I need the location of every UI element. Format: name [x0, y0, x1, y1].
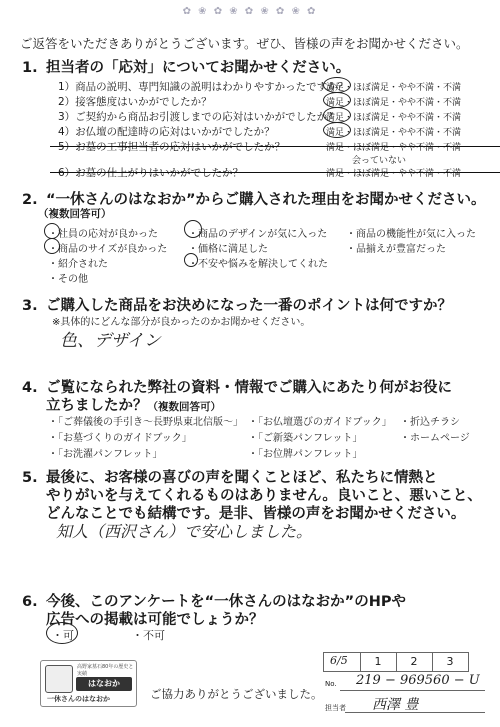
q6-option-yes: ・可	[52, 629, 74, 642]
q2-option-label: 社員の応対が良かった	[58, 229, 158, 240]
q1-scale-2: 満足・ほぼ満足・やや不満・不満	[326, 98, 462, 108]
answer-circle	[323, 122, 351, 138]
q2-title-text: “一休さんのはなおか”からご購入された理由をお聞かせください。	[46, 192, 486, 208]
logo-brand: はなおか	[76, 677, 132, 691]
answer-circle	[323, 77, 351, 93]
q4-title-line2	[46, 394, 221, 415]
q1-item-5: 5）お墓の工事担当者の応対はいかがでしたか？	[58, 141, 286, 153]
q4-title-text: 立ちましたか？	[46, 398, 148, 414]
q2-note: （複数回答可）	[38, 208, 112, 220]
q2-option-label: 紹介された	[58, 259, 108, 270]
q2-number: 2.	[22, 192, 38, 208]
q3-title-text: ご購入した商品をお決めになった一番のポイントは何ですか？	[46, 298, 452, 314]
q1-scale-1: 満足・ほぼ満足・やや不満・不満	[326, 83, 462, 93]
q1-item-3: 3）ご契約から商品お引渡しまでの応対はいかがでしたか？	[58, 111, 338, 123]
q1-item-label: 商品の説明、専門知識の説明はわかりやすかったですか？	[75, 81, 349, 93]
q6-option-no: ・不可	[132, 629, 165, 642]
q1-item-label: お墓の工事担当者の応対はいかがでしたか？	[75, 141, 286, 153]
q4-option-3: ・折込チラシ	[400, 417, 460, 428]
answer-circle	[184, 220, 202, 238]
staff-value: 西澤 豊	[372, 697, 419, 713]
date-value: 6/5	[330, 654, 348, 667]
answer-circle	[44, 238, 60, 254]
q4-option-label: ホームページ	[410, 433, 470, 444]
q4-option-label: 「お墓づくりのガイドブック」	[58, 433, 192, 444]
q4-option-label: 「ご新築パンフレット」	[258, 433, 363, 444]
thanks-text: ご協力ありがとうございました。	[150, 687, 323, 701]
logo-company-name: 一休さんのはなおか	[47, 695, 110, 703]
q1-item-4: 4）お仏壇の配達時の応対はいかがでしたか？	[58, 126, 275, 138]
answer-circle	[323, 92, 351, 108]
answer-circle	[323, 107, 351, 123]
logo-tagline: 高野家墓石80年の歴史と実績	[77, 664, 134, 677]
q4-option-label: 「お仏壇選びのガイドブック」	[258, 417, 392, 428]
staff-underline	[345, 712, 485, 713]
box-2: 2	[396, 653, 433, 671]
q1-scale-5: 満足・ほぼ満足・やや不満・不満	[326, 143, 462, 153]
q3-title	[22, 294, 452, 315]
order-number-value: 219 − 969560 − U	[356, 673, 480, 688]
q4-option-5: ・「ご新築パンフレット」	[248, 433, 363, 444]
q1-item-2: 2）接客態度はいかがでしたか？	[58, 96, 212, 108]
q2-option-8: ・不安や悩みを解決してくれた	[188, 259, 328, 270]
q4-title-text: ご覧になられた弊社の資料・情報でご購入にあたり何がお役に	[46, 380, 452, 396]
q4-option-1: ・「ご葬儀後の手引き～長野県東北信版～」	[48, 417, 243, 428]
strike-line	[50, 172, 500, 173]
q5-line3: どんなことでも結構です。是非、皆様の声をお聞かせください。	[46, 506, 466, 522]
header-decoration: ✿ ❀ ✿ ❀ ✿ ❀ ✿ ❀ ✿	[182, 6, 318, 17]
q2-option-1: ・社員の応対が良かった	[48, 229, 158, 240]
q2-option-7: ・紹介された	[48, 259, 108, 270]
q6-line-text: 今後、このアンケートを“一休さんのはなおか”のHPや	[46, 594, 406, 610]
q4-option-label: 折込チラシ	[410, 417, 460, 428]
q4-option-6: ・ホームページ	[400, 433, 470, 444]
q4-option-4: ・「お墓づくりのガイドブック」	[48, 433, 192, 444]
q6-number: 6.	[22, 594, 38, 610]
answer-circle	[46, 622, 78, 644]
q2-option-label: 価格に満足した	[198, 244, 268, 255]
q5-answer: 知人（西沢さん）で安心しました。	[56, 522, 313, 541]
q4-option-label: 「ご葬儀後の手引き～長野県東北信版～」	[58, 417, 243, 428]
q1-scale-3: 満足・ほぼ満足・やや不満・不満	[326, 113, 462, 123]
q1-number: 1.	[22, 60, 38, 76]
box-1: 1	[360, 653, 397, 671]
q3-note: ※具体的にどんな部分が良かったのかお聞かせください。	[52, 317, 311, 328]
q5-line-text: 最後に、お客様の喜びの声を聞くことほど、私たちに情熱と	[46, 470, 438, 486]
box-3: 3	[446, 655, 454, 668]
answer-circle	[184, 253, 198, 267]
q1-item-label: お墓の仕上がりはいかがでしたか？	[75, 167, 244, 179]
q2-option-4: ・商品のサイズが良かった	[48, 244, 168, 255]
q3-number: 3.	[22, 298, 38, 314]
answer-circle	[44, 223, 60, 239]
q6-yes-label: 可	[63, 629, 74, 642]
strike-line	[50, 146, 500, 147]
greeting-text: ご返答をいただきありがとうございます。ぜひ、皆様の声をお聞かせください。	[20, 36, 469, 51]
q4-option-label: 「お洗濯パンフレット」	[58, 449, 163, 460]
q3-answer: 色、デザイン	[60, 331, 161, 351]
rating-box-row	[323, 652, 469, 672]
q4-option-label: 「お位牌パンフレット」	[258, 449, 363, 460]
q6-line2: 広告への掲載は可能でしょうか？	[46, 612, 264, 628]
q1-scale-4: 満足・ほぼ満足・やや不満・不満	[326, 128, 462, 138]
q1-item-label: 接客態度はいかがでしたか？	[75, 96, 212, 108]
staff-label: 担当者	[325, 704, 346, 712]
q4-option-8: ・「お位牌パンフレット」	[248, 449, 363, 460]
q2-option-label: 不安や悩みを解決してくれた	[198, 259, 328, 270]
order-number-label: No.	[325, 680, 337, 688]
q2-option-label: 品揃えが豊富だった	[356, 244, 446, 255]
q1-item-1: 1）商品の説明、専門知識の説明はわかりやすかったですか？	[58, 81, 349, 93]
q1-scale-6: 満足・ほぼ満足・やや不満・不満	[326, 169, 462, 179]
q1-title-text: 担当者の「応対」についてお聞かせください。	[46, 60, 351, 76]
q4-option-2: ・「お仏壇選びのガイドブック」	[248, 417, 392, 428]
q2-option-label: その他	[58, 274, 88, 285]
q2-option-9: ・その他	[48, 274, 88, 285]
q1-not-applicable: 会っていない	[352, 156, 407, 166]
q4-number: 4.	[22, 380, 38, 396]
monk-figure-icon	[45, 665, 73, 693]
q1-item-label: お仏壇の配達時の応対はいかがでしたか？	[75, 126, 275, 138]
q5-line2: やりがいを与えてくれるものはありません。良いこと、悪いこと、	[46, 488, 482, 504]
company-logo	[40, 660, 137, 707]
q4-option-7: ・「お洗濯パンフレット」	[48, 449, 163, 460]
q2-option-5: ・価格に満足した	[188, 244, 268, 255]
q5-number: 5.	[22, 470, 38, 486]
q2-option-label: 商品のデザインが気に入った	[198, 229, 328, 240]
date-cell	[324, 653, 361, 671]
q2-option-label: 商品のサイズが良かった	[58, 244, 168, 255]
q1-title	[22, 56, 350, 77]
q4-note: （複数回答可）	[147, 401, 221, 413]
q1-item-label: ご契約から商品お引渡しまでの応対はいかがでしたか？	[75, 111, 338, 123]
order-number-underline	[340, 690, 485, 691]
q2-option-label: 商品の機能性が気に入った	[356, 229, 476, 240]
q6-no-label: 不可	[143, 629, 165, 642]
q2-option-2: ・商品のデザインが気に入った	[188, 229, 328, 240]
q2-option-3: ・商品の機能性が気に入った	[346, 229, 476, 240]
q2-option-6: ・品揃えが豊富だった	[346, 244, 446, 255]
q1-item-6: 6）お墓の仕上がりはいかがでしたか？	[58, 167, 244, 179]
